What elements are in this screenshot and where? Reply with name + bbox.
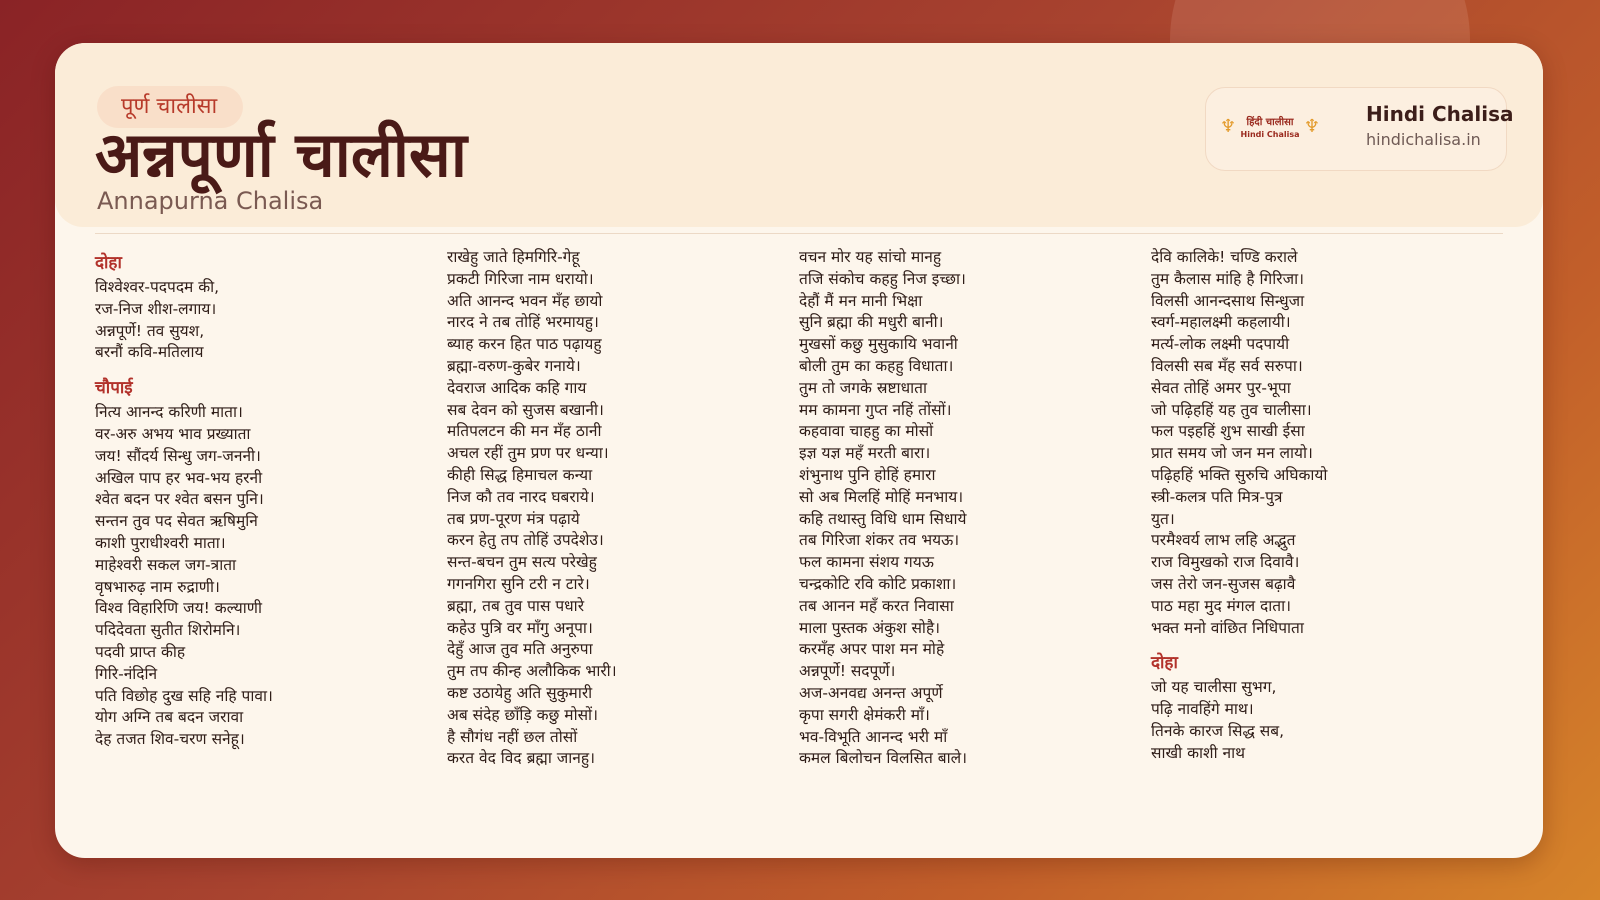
verse-line: योग अग्नि तब बदन जरावा (95, 708, 244, 727)
verse-line: परमैश्वर्य लाभ लहि अद्भुत (1151, 531, 1296, 550)
verse-line: अब संदेह छाँड़ि कछु मोसों। (447, 705, 598, 724)
verse-line: नित्य आनन्द करिणी माता। (95, 403, 243, 422)
brand-name: Hindi Chalisa (1366, 102, 1514, 126)
verse-line: जो यह चालीसा सुभग, (1151, 678, 1277, 697)
verse-line: बरनौं कवि-मतिलाय (95, 343, 204, 362)
page-subtitle: Annapurna Chalisa (97, 187, 324, 215)
verse-line: कीही सिद्ध हिमाचल कन्या (447, 465, 593, 484)
verse-line: देहुँ आज तुव मति अनुरुपा (447, 640, 593, 659)
verse-line: मुखसों कछु मुसुकायि भवानी (799, 335, 958, 354)
verse-line: अन्नपूर्णे! सदपूर्णे। (799, 662, 896, 681)
verse-line: जय! सौंदर्य सिन्धु जग-जननी। (95, 446, 261, 465)
chalisa-card (55, 43, 1543, 858)
verse-line: देवराज आदिक कहि गाय (447, 378, 587, 397)
verse-line: देहौं मैं मन मानी भिक्षा (799, 291, 923, 310)
logo-hindi-text: हिंदी चालीसा (1246, 117, 1294, 128)
verse-line: तिनके कारज सिद्ध सब, (1151, 721, 1285, 740)
verse-line: राज विमुखको राज दिवावै। (1151, 553, 1300, 572)
text-column-3 (799, 247, 1139, 770)
verse-line: तुम कैलास मांहि है गिरिजा। (1151, 269, 1304, 288)
verse-line: पढ़िहहिं भक्ति सुरुचि अघिकायो (1151, 465, 1328, 484)
verse-line: चन्द्रकोटि रवि कोटि प्रकाशा। (799, 574, 957, 593)
verse-line: तब आनन महँ करत निवासा (799, 596, 954, 615)
verse-line: कष्ट उठायेहु अति सुकुमारी (447, 683, 593, 702)
verse-line: कहवावा चाहहु का मोसों (799, 422, 934, 441)
section-heading: दोहा (1151, 653, 1178, 674)
section-spacer (95, 364, 435, 372)
verse-line: पाठ महा मुद मंगल दाता। (1151, 596, 1292, 615)
verse-line: पति विछोह दुख सहि नहि पावा। (95, 686, 273, 705)
verse-line: करत वेद विद ब्रह्मा जानहु। (447, 749, 596, 768)
section-heading: चौपाई (95, 378, 133, 399)
brand-badge[interactable] (1205, 87, 1514, 171)
verse-line: देह तजत शिव-चरण सनेहू। (95, 730, 245, 749)
verse-line: विलसी आनन्दसाथ सिन्धुजा (1151, 291, 1305, 310)
verse-line: विश्वेश्वर-पदपदम की, (95, 278, 220, 296)
verse-line: राखेहु जाते हिमगिरि-गेहू (447, 248, 580, 266)
verse-line: विलसी सब मँह सर्व सरुपा। (1151, 356, 1303, 375)
verse-line: इज्ञ यज्ञ महँ मरती बारा। (799, 444, 931, 463)
verse-line: फल पइहहिं शुभ साखी ईसा (1151, 422, 1305, 441)
verse-line: तब प्रण-पूरण मंत्र पढ़ाये (447, 509, 580, 528)
verse-line: करन हेतु तप तोहिं उपदेशेउ। (447, 531, 604, 550)
verse-line: कहेउ पुत्रि वर माँगु अनूपा। (447, 618, 593, 637)
verse-line: सब देवन को सुजस बखानी। (447, 400, 604, 419)
verse-line: सन्तन तुव पद सेवत ऋषिमुनि (95, 512, 258, 531)
verse-line: स्वर्ग-महालक्ष्मी कहलायी। (1151, 313, 1291, 332)
logo-english-text: Hindi Chalisa (1240, 130, 1300, 139)
verse-line: वृषभारुढ़ नाम रुद्राणी। (95, 577, 220, 596)
verse-line: विश्व विहारिणि जय! कल्याणी (95, 599, 262, 618)
verse-line: वचन मोर यह सांचो मानहु (799, 248, 942, 266)
verse-line: काशी पुराधीश्वरी माता। (95, 533, 226, 552)
trident-icon: ♆ (1220, 116, 1237, 137)
verse-line: अचल रहीं तुम प्रण पर धन्या। (447, 444, 609, 463)
verse-line: सन्त-बचन तुम सत्य परेखेहु (447, 553, 597, 572)
verse-line: तुम तप कीन्ह अलौकिक भारी। (447, 662, 617, 681)
verse-line: श्वेत बदन पर श्वेत बसन पुनि। (95, 490, 264, 509)
text-column-2 (447, 247, 787, 770)
verse-line: अज-अनवद्य अनन्त अपूर्णे (799, 683, 943, 702)
brand-logo (1222, 110, 1318, 150)
verse-line: मम कामना गुप्त नहिं तोंसों। (799, 400, 952, 419)
verse-line: युत। (1151, 509, 1175, 528)
text-column-1 (95, 247, 435, 751)
verse-line: जो पढ़िहहिं यह तुव चालीसा। (1151, 400, 1312, 419)
verse-line: पदिदेवता सुतीत शिरोमनि। (95, 621, 241, 640)
verse-line: ब्रह्मा, तब तुव पास पधारे (447, 596, 585, 615)
verse-line: तब गिरिजा शंकर तव भयऊ। (799, 531, 960, 550)
verse-line: तुम तो जगके स्रष्टाधाता (799, 378, 927, 397)
divider (95, 233, 1503, 234)
verse-line: तजि संकोच कहहु निज इच्छा। (799, 269, 966, 288)
text-column-4 (1151, 247, 1491, 765)
verse-line: सेवत तोहिं अमर पुर-भूपा (1151, 378, 1291, 397)
verse-line: साखी काशी नाथ (1151, 743, 1246, 762)
page-title: अन्नपूर्णा चालीसा (95, 118, 467, 191)
verse-line: प्रकटी गिरिजा नाम धरायो। (447, 269, 594, 288)
verse-line: अन्नपूर्णे! तव सुयश, (95, 321, 205, 340)
verse-line: है सौगंध नहीं छल तोसों (447, 727, 578, 746)
verse-line: पढ़ि नावहिंगे माथ। (1151, 700, 1254, 719)
verse-line: माला पुस्तक अंकुश सोहै। (799, 618, 941, 637)
verse-line: भक्त मनो वांछित निधिपाता (1151, 618, 1304, 637)
verse-line: ब्याह करन हित पाठ पढ़ायहु (447, 335, 602, 354)
verse-line: बोली तुम का कहहु विधाता। (799, 356, 954, 375)
verse-line: मतिपलटन की मन मँह ठानी (447, 422, 602, 441)
verse-line: कृपा सगरी क्षेमंकरी माँ। (799, 705, 930, 724)
section-spacer (1151, 639, 1491, 647)
verse-line: वर-अरु अभय भाव प्रख्याता (95, 424, 251, 443)
verse-line: गगनगिरा सुनि टरी न टारे। (447, 574, 590, 593)
brand-url[interactable]: hindichalisa.in (1366, 130, 1481, 149)
verse-line: प्रात समय जो जन मन लायो। (1151, 444, 1313, 463)
verse-line: माहेश्वरी सकल जग-त्राता (95, 555, 237, 574)
verse-line: निज कौ तव नारद घबराये। (447, 487, 595, 506)
verse-line: नारद ने तब तोहिं भरमायहु। (447, 313, 599, 332)
verse-line: फल कामना संशय गयऊ (799, 553, 934, 572)
header (55, 43, 1543, 227)
verse-line: अखिल पाप हर भव-भय हरनी (95, 468, 263, 487)
trident-icon: ♆ (1303, 116, 1320, 137)
verse-line: सो अब मिलहिं मोहिं मनभाय। (799, 487, 964, 506)
verse-line: पदवी प्राप्त कीह (95, 642, 186, 661)
verse-line: गिरि-नंदिनि (95, 664, 158, 683)
verse-line: कमल बिलोचन विलसित बाले। (799, 749, 968, 768)
verse-line: कहि तथास्तु विधि धाम सिधाये (799, 509, 967, 528)
verse-line: भव-विभूति आनन्द भरी माँ (799, 727, 948, 746)
verse-line: रज-निज शीश-लगाय। (95, 299, 217, 318)
verse-line: अति आनन्द भवन मँह छायो (447, 291, 603, 310)
category-tag: पूर्ण चालीसा (97, 86, 243, 128)
verse-line: स्त्री-कलत्र पति मित्र-पुत्र (1151, 487, 1283, 506)
verse-line: देवि कालिके! चण्डि कराले (1151, 248, 1298, 266)
verse-line: करमँह अपर पाश मन मोहे (799, 640, 945, 659)
section-heading: दोहा (95, 253, 122, 273)
verse-line: मर्त्य-लोक लक्ष्मी पदपायी (1151, 335, 1290, 354)
verse-line: शंभुनाथ पुनि होहिं हमारा (799, 465, 936, 484)
verse-line: सुनि ब्रह्मा की मधुरी बानी। (799, 313, 944, 332)
verse-line: जस तेरो जन-सुजस बढ़ावै (1151, 574, 1296, 593)
verse-line: ब्रह्मा-वरुण-कुबेर गनाये। (447, 356, 581, 375)
